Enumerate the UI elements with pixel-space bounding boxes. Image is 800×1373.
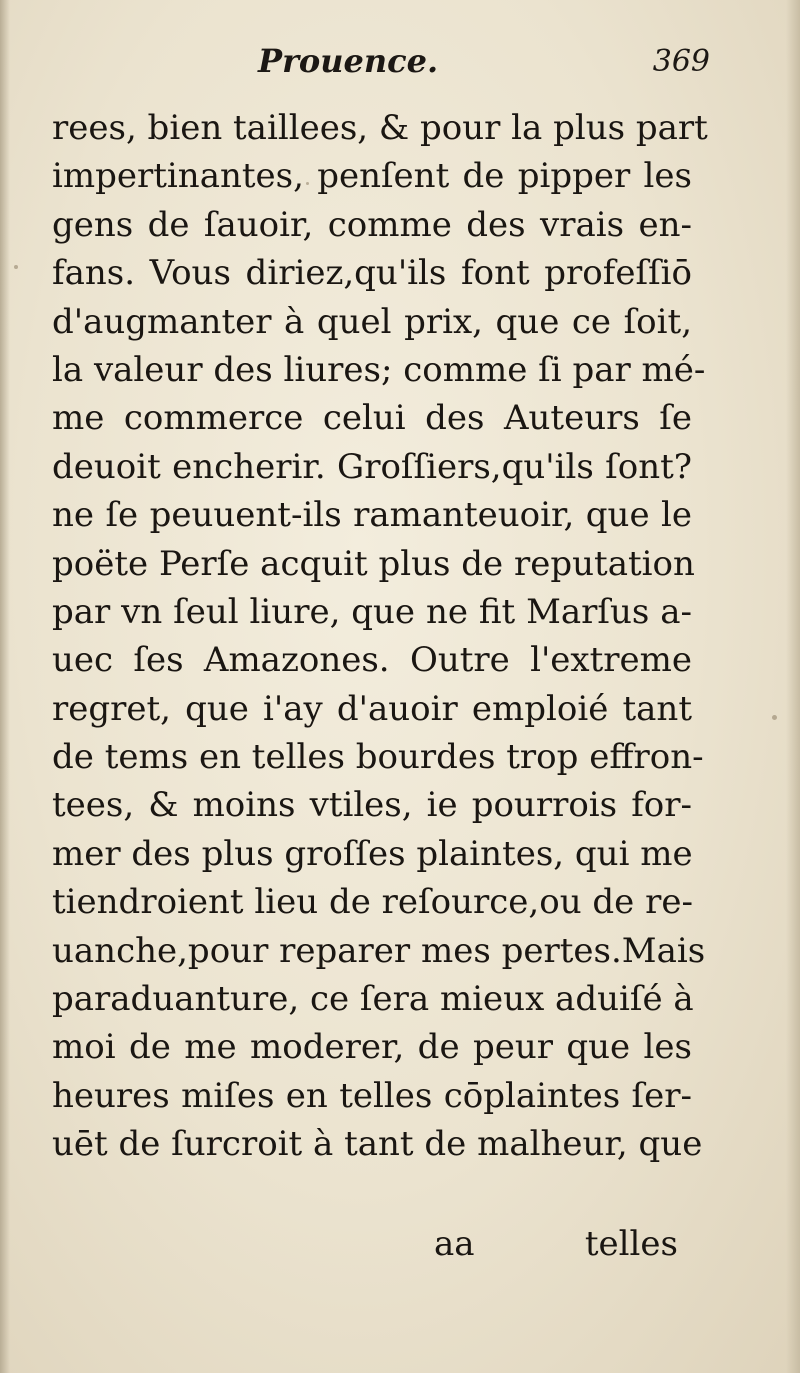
text-line: heures miſes en telles cōplaintes ſer- bbox=[52, 1075, 692, 1116]
page-edge-shadow-right bbox=[786, 0, 800, 1373]
paper-speck bbox=[306, 182, 309, 185]
text-line: par vn ſeul liure, que ne fit Marſus a- bbox=[52, 591, 692, 632]
body-text bbox=[52, 104, 708, 1169]
paper-speck bbox=[14, 265, 18, 269]
text-line: mer des plus groſſes plaintes, qui me bbox=[52, 833, 693, 874]
text-line: ne ſe peuuent-ils ramanteuoir, que le bbox=[52, 495, 692, 536]
signature-mark: aa bbox=[434, 1224, 475, 1264]
text-line: d'augmanter à quel prix, que ce ſoit, bbox=[52, 301, 692, 342]
text-line: moi de me moderer, de peur que les bbox=[52, 1027, 692, 1068]
text-line: uanche,pour reparer mes pertes.Mais bbox=[52, 930, 706, 971]
text-line: impertinantes, penſent de pipper les bbox=[52, 156, 692, 197]
text-line: la valeur des liures; comme ſi par mé- bbox=[52, 349, 706, 390]
text-line: gens de ſauoir, comme des vrais en- bbox=[52, 204, 692, 245]
text-line: uēt de ſurcroit à tant de malheur, que bbox=[52, 1124, 703, 1165]
running-head bbox=[40, 38, 740, 88]
page-edge-shadow-left bbox=[0, 0, 10, 1373]
text-line: deuoit encherir. Groſſiers,qu'ils ſont? bbox=[52, 446, 692, 487]
text-line: me commerce celui des Auteurs ſe bbox=[52, 398, 692, 439]
text-line: tiendroient lieu de reſource,ou de re- bbox=[52, 882, 693, 923]
text-line: de tems en telles bourdes trop effron- bbox=[52, 737, 704, 778]
page-number: 369 bbox=[652, 44, 710, 79]
page-footer bbox=[52, 1224, 692, 1272]
catchword: telles bbox=[584, 1224, 678, 1264]
text-line: regret, que i'ay d'auoir emploié tant bbox=[52, 688, 692, 729]
paper-speck bbox=[772, 715, 777, 720]
running-title: Prouence. bbox=[258, 42, 439, 80]
text-line: rees, bien taillees, & pour la plus part bbox=[52, 108, 708, 148]
text-line: tees, & moins vtiles, ie pourrois for- bbox=[52, 785, 692, 826]
text-line: uec ſes Amazones. Outre l'extreme bbox=[52, 640, 692, 681]
text-line: poëte Perſe acquit plus de reputation bbox=[52, 543, 695, 584]
text-line: fans. Vous diriez,qu'ils font profeſſiō bbox=[52, 253, 692, 294]
text-line: paraduanture, ce ſera mieux aduiſé à bbox=[52, 979, 694, 1020]
